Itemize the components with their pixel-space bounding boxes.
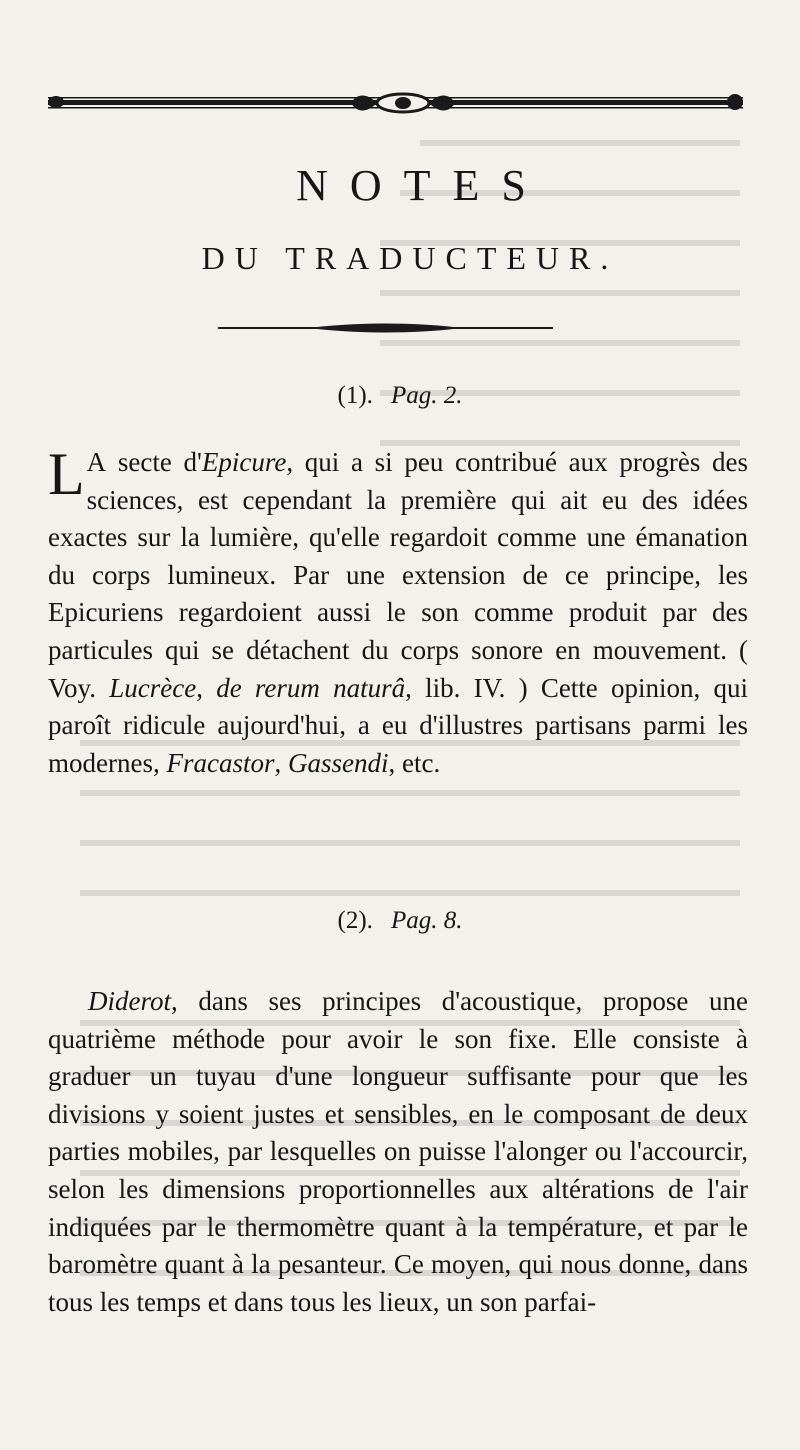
text-segment: , dans ses principes d'acoustique, propose une quatrième méthode pour avoir le son fixe. Elle consiste à graduer un tuyau d'une longueur suffisante pour que les divisions y soient justes et sensibles, en le composant de deux parties mobiles, par lesquelles on puisse l'alonger ou l'accourcir, selon les dimensions proportionnelles aux altérations de l'air indiquées par le thermomètre quant à la température, et par le baromètre quant à la pesanteur. Ce moyen, qui nous donne, dans tous les temps et dans tous les lieux, un son parfai-: [48, 986, 748, 1317]
note-2-page-ref: Pag. 8.: [390, 907, 463, 934]
note-1-body: [48, 441, 749, 778]
text-segment: Lucrèce: [109, 672, 197, 703]
text-segment: Epicure: [201, 447, 287, 477]
text-segment: ,: [274, 747, 288, 778]
note-2-body: [48, 986, 748, 1317]
page-title: NOTES: [296, 161, 548, 210]
note-1-text: [48, 441, 749, 782]
text-segment: Gassendi: [287, 747, 389, 778]
text-segment: secte d': [106, 447, 202, 477]
ornament-rule: [48, 88, 743, 118]
text-segment: , etc.: [388, 747, 441, 778]
note-2-text: [48, 983, 748, 1321]
note-1-heading: [0, 382, 800, 410]
note-2-number: (2).: [337, 907, 373, 934]
text-segment: , lib. IV. ) Cette opinion, qui paroît ridicule aujourd'hui, a eu d'illustres partisans parmi les modernes,: [48, 672, 749, 778]
text-segment: A: [86, 447, 107, 477]
divider-rule: [218, 320, 553, 336]
note-1-page-ref: Pag. 2.: [390, 382, 463, 409]
page-subtitle: DU TRADUCTEUR.: [201, 240, 619, 276]
text-segment: , qui a si peu contribué aux progrès des sciences, est cependant la première qui ait eu des idées exactes sur la lumière, qu'elle regardoit comme une émanation du corps lumineux. Par une extension de ce principe, les Epicuriens regardoient aussi le son comme produit par des particules qui se détachent du corps sonore en mouvement. ( Voy.: [48, 447, 749, 703]
text-segment: Diderot: [88, 986, 171, 1016]
text-segment: ,: [196, 672, 217, 703]
drop-cap: L: [48, 441, 85, 507]
text-segment: Fracastor: [166, 747, 275, 778]
text-segment: de rerum naturâ: [216, 672, 406, 703]
note-1-number: (1).: [337, 382, 373, 409]
note-2-heading: [0, 907, 800, 935]
